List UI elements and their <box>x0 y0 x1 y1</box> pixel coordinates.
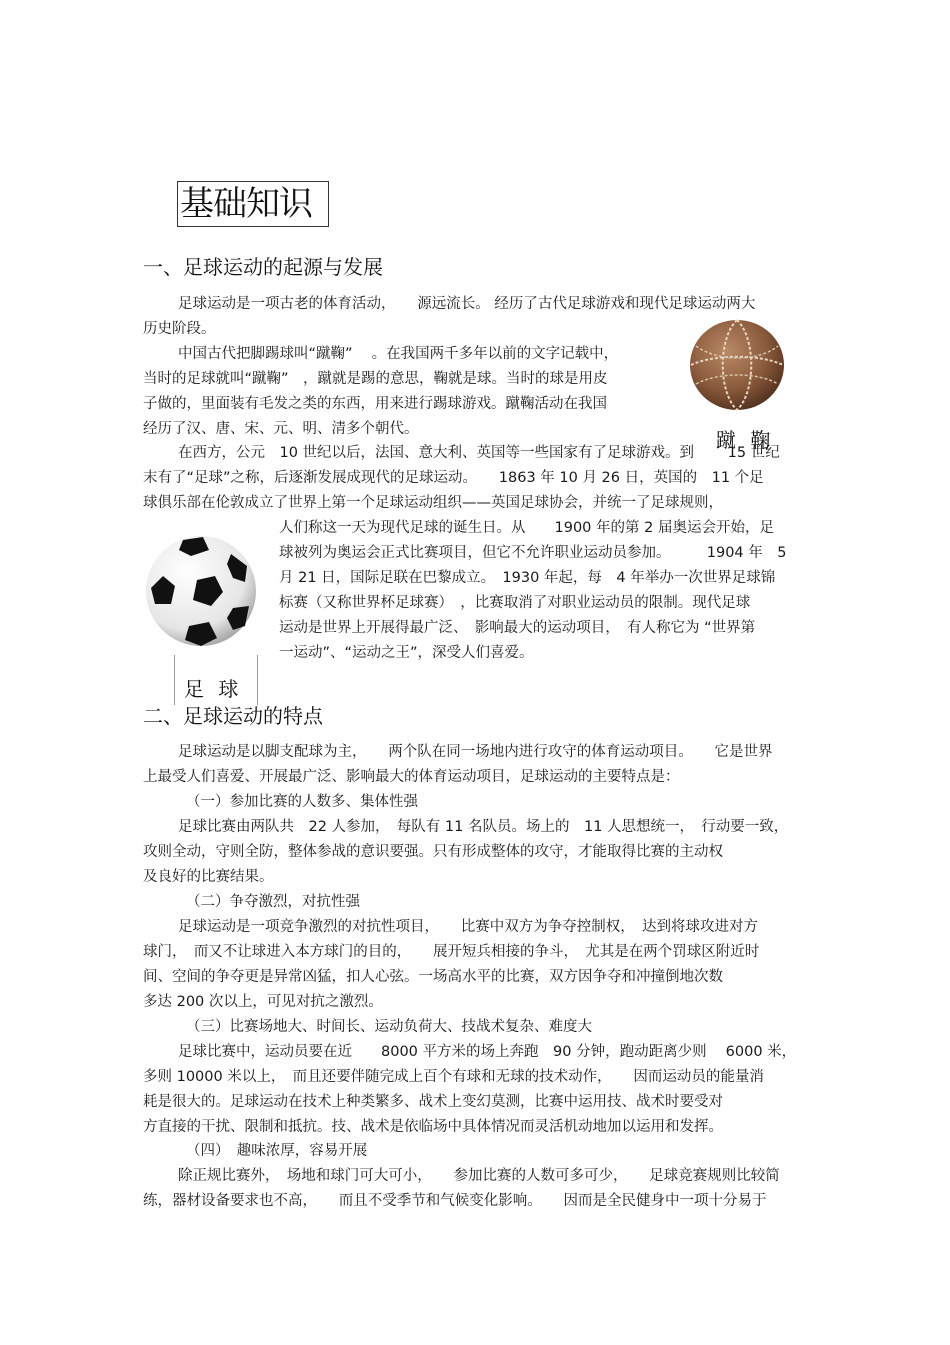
section-heading-features: 二、足球运动的特点 <box>143 704 323 728</box>
paragraph-line: 运动是世界上开展得最广泛、 影响最大的运动项目， 有人称它为 “世界第 <box>279 620 756 636</box>
football-caption: 足 球 <box>184 677 243 701</box>
paragraph-line: 球被列为奥运会正式比赛项目，但它不允许职业运动员参加。 1904 年 5 <box>279 545 787 561</box>
paragraph-line: 间、空间的争夺更是异常凶猛，扣人心弦。一场高水平的比赛，双方因争夺和冲撞倒地次数 <box>143 969 723 985</box>
paragraph-line: 月 21 日，国际足联在巴黎成立。 1930 年起，每 4 年举办一次世界足球锦 <box>279 570 776 586</box>
paragraph-line: 及良好的比赛结果。 <box>143 869 274 885</box>
paragraph-line: 子做的，里面装有毛发之类的东西，用来进行踢球游戏。蹴鞠活动在我国 <box>143 396 607 412</box>
paragraph-line: 攻则全动，守则全防，整体参战的意识要强。只有形成整体的攻守，才能取得比赛的主动权 <box>143 844 723 860</box>
subheading: （一）参加比赛的人数多、集体性强 <box>186 794 418 810</box>
paragraph-line: 历史阶段。 <box>143 321 216 337</box>
paragraph-line: 多达 200 次以上，可见对抗之激烈。 <box>143 994 383 1010</box>
paragraph-line: 足球比赛由两队共 22 人参加， 每队有 11 名队员。场上的 11 人思想统一， 行动要一致， <box>178 819 789 835</box>
paragraph-line: 足球比赛中，运动员要在近 8000 平方米的场上奔跑 90 分钟，跑动距离少则 6000 米， <box>178 1044 797 1060</box>
paragraph-line: 在西方，公元 10 世纪以后，法国、意大利、英国等一些国家有了足球游戏。到 15 世纪 <box>178 445 780 461</box>
paragraph-line: 练，器材设备要求也不高， 而且不受季节和气候变化影响。 因而是全民健身中一项十分易于 <box>143 1193 767 1209</box>
paragraph-line: 耗是很大的。足球运动在技术上种类繁多、战术上变幻莫测，比赛中运用技、战术时要受对 <box>143 1094 723 1110</box>
paragraph-line: 中国古代把脚踢球叫“蹴鞠” 。在我国两千多年以前的文字记载中， <box>178 346 619 362</box>
paragraph-line: 球门， 而又不让球进入本方球门的目的， 展开短兵相接的争斗， 尤其是在两个罚球区附近时 <box>143 944 760 960</box>
paragraph-line: 足球运动是以脚支配球为主， 两个队在同一场地内进行攻守的体育运动项目。 它是世界 <box>178 744 773 760</box>
paragraph-line: 当时的足球就叫“蹴鞠” ，蹴就是踢的意思，鞠就是球。当时的球是用皮 <box>143 371 608 387</box>
paragraph-line: 上最受人们喜爱、开展最广泛、影响最大的体育运动项目，足球运动的主要特点是： <box>143 769 680 785</box>
paragraph-line: 一运动”、“运动之王”，深受人们喜爱。 <box>279 645 534 661</box>
paragraph-line: 除正规比赛外， 场地和球门可大可小， 参加比赛的人数可多可少， 足球竞赛规则比较简 <box>178 1168 780 1184</box>
paragraph-line: 方直接的干扰、限制和抵抗。技、战术是依临场中具体情况而灵活机动地加以运用和发挥。 <box>143 1119 723 1135</box>
subheading: （二）争夺激烈，对抗性强 <box>186 894 360 910</box>
paragraph-line: 足球运动是一项古老的体育活动， 源远流长。 经历了古代足球游戏和现代足球运动两大 <box>178 296 756 312</box>
subheading: （三）比赛场地大、时间长、运动负荷大、技战术复杂、难度大 <box>186 1019 592 1035</box>
paragraph-line: 经历了汉、唐、宋、元、明、清多个朝代。 <box>143 421 419 437</box>
paragraph-line: 人们称这一天为现代足球的诞生日。从 1900 年的第 2 届奥运会开始，足 <box>279 520 774 536</box>
cuju-ball-image <box>688 318 786 412</box>
paragraph-line: 球俱乐部在伦敦成立了世界上第一个足球运动组织——英国足球协会，并统一了足球规则， <box>143 495 723 511</box>
paragraph-line: 末有了“足球”之称，后逐渐发展成现代的足球运动。 1863 年 10 月 26 日，英国的 11 个足 <box>143 470 764 486</box>
paragraph-line: 标赛（又称世界杯足球赛） ，比赛取消了对职业运动员的限制。现代足球 <box>279 595 751 611</box>
cuju-caption: 蹴 鞠 <box>716 428 775 452</box>
subheading: （四） 趣味浓厚，容易开展 <box>186 1143 368 1159</box>
page-title: 基础知识 <box>177 181 329 227</box>
paragraph-line: 足球运动是一项竞争激烈的对抗性项目， 比赛中双方为争夺控制权， 达到将球攻进对方 <box>178 919 758 935</box>
section-heading-origin: 一、足球运动的起源与发展 <box>143 255 383 279</box>
football-image <box>145 534 257 648</box>
paragraph-line: 多则 10000 米以上， 而且还要伴随完成上百个有球和无球的技术动作， 因而运动员的能量消 <box>143 1069 764 1085</box>
